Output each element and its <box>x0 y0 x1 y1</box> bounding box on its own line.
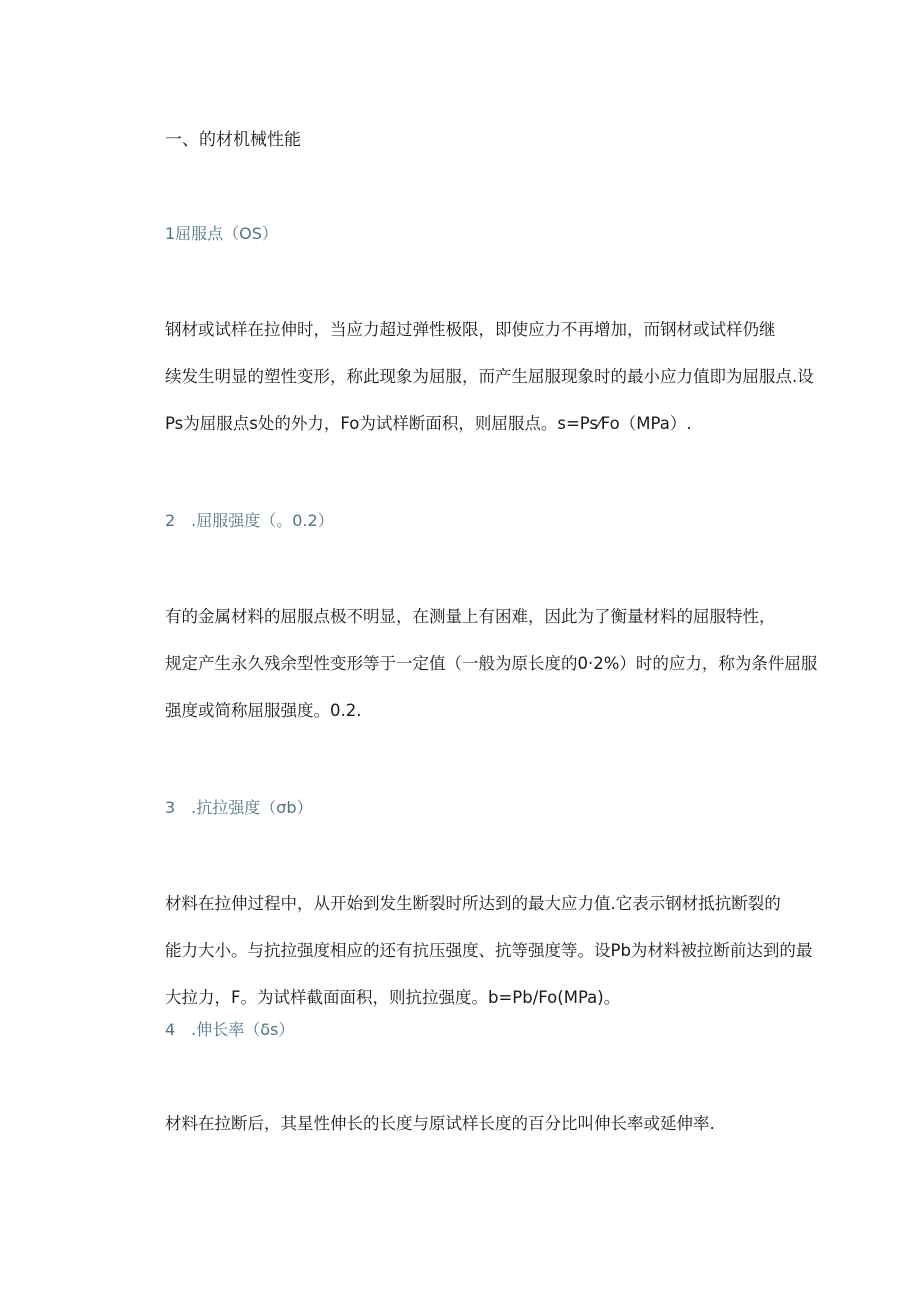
paragraph-line: 续发生明显的塑性变形，称此现象为屈服，而产生屈服现象时的最小应力值即为屈服点.设 <box>165 367 814 386</box>
section-paragraph-tensile-strength <box>165 892 813 1033</box>
paragraph-line: 有的金属材料的屈服点极不明显，在测量上有困难，因此为了衡量材料的屈服特性， <box>165 607 776 626</box>
section-heading-yield-point: 1屈服点（OS） <box>165 224 278 243</box>
paragraph-line: Ps为屈服点s处的外力，Fo为试样断面积，则屈服点。s=Ps⁄Fo（MPa）. <box>165 414 692 433</box>
section-paragraph-yield-strength <box>165 605 818 746</box>
section-paragraph-yield-point <box>165 318 814 459</box>
paragraph-line: 材料在拉断后，其星性伸长的长度与原试样长度的百分比叫伸长率或延伸率. <box>165 1114 715 1133</box>
paragraph-line: 钢材或试样在拉伸时，当应力超过弹性极限，即使应力不再增加，而钢材或试样仍继 <box>165 320 776 339</box>
page-title: 一、的材机械性能 <box>165 130 301 150</box>
paragraph-line: 材料在拉伸过程中，从开始到发生断裂时所达到的最大应力值.它表示钢材抵抗断裂的 <box>165 894 781 913</box>
paragraph-line: 强度或简称屈服强度。0.2. <box>165 701 362 720</box>
section-heading-tensile-strength: 3 .抗拉强度（σb） <box>165 798 313 817</box>
paragraph-line: 能力大小。与抗拉强度相应的还有抗压强度、抗等强度等。设Pb为材料被拉断前达到的最 <box>165 941 813 960</box>
paragraph-line: 规定产生永久残余型性变形等于一定值（一般为原长度的0·2%）时的应力，称为条件屈服 <box>165 654 818 673</box>
section-heading-yield-strength: 2 .屈服强度（。0.2） <box>165 511 334 530</box>
section-heading-elongation: 4 .伸长率（δs） <box>165 1020 295 1039</box>
section-paragraph-elongation <box>165 1112 795 1159</box>
paragraph-line: 大拉力，F。为试样截面面积，则抗拉强度。b=Pb/Fo(MPa)。 <box>165 988 621 1007</box>
